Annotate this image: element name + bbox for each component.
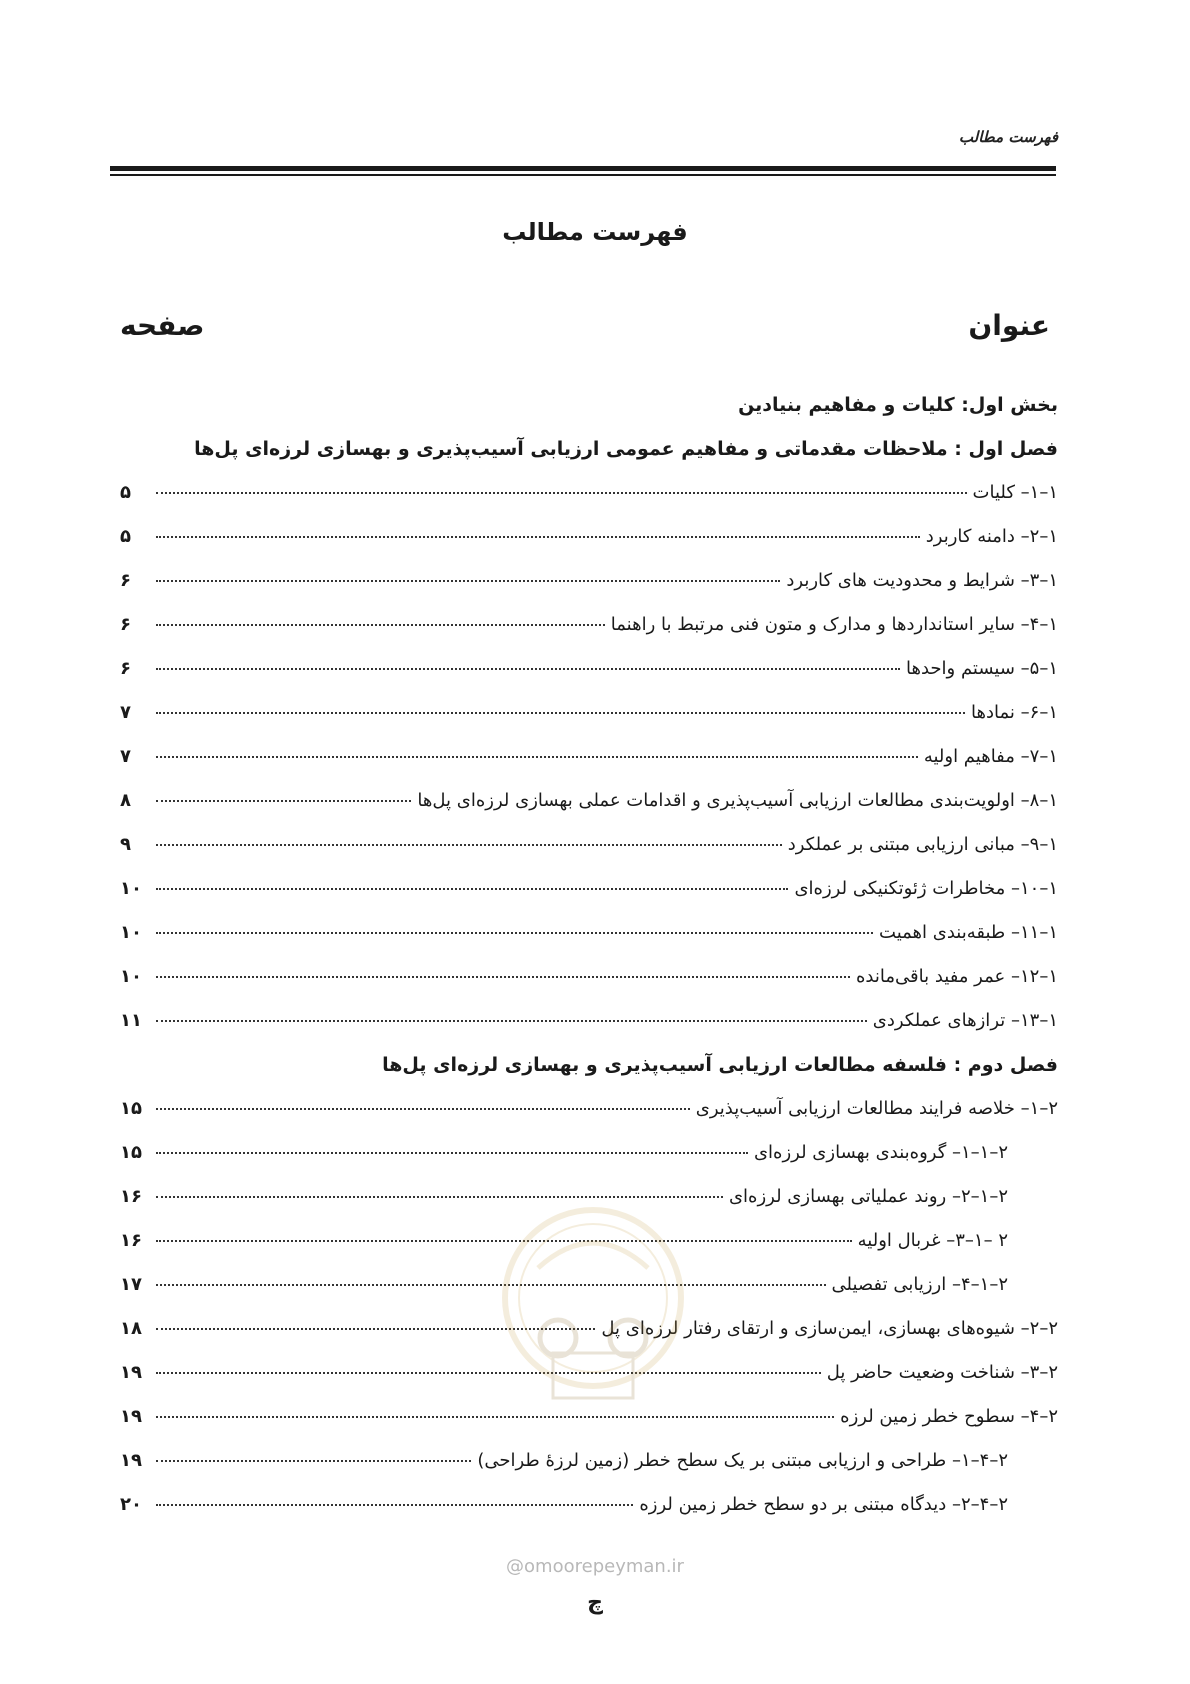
dot-leader: [156, 1020, 867, 1022]
dot-leader: [156, 756, 918, 758]
toc-entry-page-number: ۱۸: [120, 1318, 142, 1339]
dot-leader: [156, 1108, 690, 1110]
toc-entry-page-number: ۱۱: [120, 1010, 142, 1031]
toc-entry-page-number: ۲۰: [120, 1494, 142, 1515]
toc-entry-level-1: [120, 1318, 1058, 1362]
dot-leader: [156, 1416, 834, 1418]
dot-leader: [156, 1240, 852, 1242]
toc-entry-text: بخش اول: کلیات و مفاهیم بنیادین: [738, 394, 1058, 416]
toc-entry-level-1: [120, 1098, 1058, 1142]
toc-title: فهرست مطالب: [502, 218, 688, 246]
header-rule-thin: [110, 174, 1056, 176]
dot-leader: [156, 1504, 633, 1506]
toc-entry-text: ۲–۴– سطوح خطر زمین لرزه: [840, 1406, 1058, 1427]
toc-entry-page-number: ۶: [120, 570, 131, 591]
toc-entry-level-1: [120, 1406, 1058, 1450]
toc-entry-page-number: ۵: [120, 526, 131, 547]
toc-entry-page-number: ۱۹: [120, 1362, 142, 1383]
toc-entry-text: ۲–۱–۲– روند عملیاتی بهسازی لرزه‌ای: [728, 1186, 1008, 1207]
toc-entry-level-1: [120, 570, 1058, 614]
toc-entry-level-1: [120, 1010, 1058, 1054]
toc-entry-text: ۱–۱۱– طبقه‌بندی اهمیت: [879, 922, 1058, 943]
toc-entry-page-number: ۱۹: [120, 1406, 142, 1427]
toc-entry-part: [120, 394, 1058, 438]
dot-leader: [156, 1372, 821, 1374]
toc-entry-text: ۱–۵– سیستم واحدها: [905, 658, 1058, 679]
toc-entry-text: ۱–۶– نمادها: [971, 702, 1058, 723]
running-header: فهرست مطالب: [958, 128, 1058, 146]
toc-entry-level-2: [120, 1494, 1058, 1538]
toc-entry-page-number: ۶: [120, 614, 131, 635]
toc-entry-text: ۱–۱۰– مخاطرات ژئوتکنیکی لرزه‌ای: [794, 878, 1058, 899]
dot-leader: [156, 492, 967, 494]
dot-leader: [156, 580, 780, 582]
toc-entry-level-2: [120, 1142, 1058, 1186]
toc-entry-text: ۱–۴– سایر استانداردها و مدارک و متون فنی مرتبط با راهنما: [610, 614, 1058, 635]
toc-entry-page-number: ۹: [120, 834, 131, 855]
toc-entry-level-1: [120, 966, 1058, 1010]
toc-entry-text: ۱–۱۳– ترازهای عملکردی: [872, 1010, 1058, 1031]
dot-leader: [156, 888, 788, 890]
toc-entry-text: ۲–۱–۴– ارزیابی تفصیلی: [831, 1274, 1008, 1295]
toc-entry-page-number: ۱۶: [120, 1230, 142, 1251]
toc-entry-text: فصل اول : ملاحظات مقدماتی و مفاهیم عمومی ارزیابی آسیب‌پذیری و بهسازی لرزه‌ای پل‌ها: [194, 438, 1058, 460]
toc-list: [120, 394, 1058, 1538]
toc-entry-text: فصل دوم : فلسفه مطالعات ارزیابی آسیب‌پذیری و بهسازی لرزه‌ای پل‌ها: [382, 1054, 1058, 1076]
toc-entry-level-1: [120, 614, 1058, 658]
dot-leader: [156, 1196, 723, 1198]
toc-entry-text: ۲–۳– شناخت وضعیت حاضر پل: [826, 1362, 1058, 1383]
dot-leader: [156, 536, 920, 538]
toc-entry-level-1: [120, 1362, 1058, 1406]
toc-entry-text: ۲–۱– خلاصه فرایند مطالعات ارزیابی آسیب‌پذیری: [695, 1098, 1058, 1119]
toc-entry-level-1: [120, 834, 1058, 878]
dot-leader: [156, 1152, 748, 1154]
dot-leader: [156, 1460, 471, 1462]
toc-entry-text: ۲ –۱–۳– غربال اولیه: [857, 1230, 1008, 1251]
toc-entry-level-2: [120, 1230, 1058, 1274]
dot-leader: [156, 624, 605, 626]
toc-entry-text: ۲–۴–۲– دیدگاه مبتنی بر دو سطح خطر زمین لرزه: [639, 1494, 1008, 1515]
toc-entry-text: ۱–۹– مبانی ارزیابی مبتنی بر عملکرد: [787, 834, 1058, 855]
toc-entry-page-number: ۱۵: [120, 1098, 142, 1119]
toc-entry-text: ۱–۳– شرایط و محدودیت های کاربرد: [786, 570, 1058, 591]
toc-entry-page-number: ۱۷: [120, 1274, 142, 1295]
column-heading-title: عنوان: [968, 309, 1050, 342]
toc-entry-page-number: ۱۶: [120, 1186, 142, 1207]
toc-entry-chapter: [120, 438, 1058, 482]
dot-leader: [156, 1284, 826, 1286]
toc-entry-text: ۲–۲– شیوه‌های بهسازی، ایمن‌سازی و ارتقای رفتار لرزه‌ای پل: [601, 1318, 1058, 1339]
dot-leader: [156, 932, 873, 934]
dot-leader: [156, 800, 411, 802]
toc-entry-page-number: ۶: [120, 658, 131, 679]
toc-entry-page-number: ۱۰: [120, 922, 142, 943]
dot-leader: [156, 712, 965, 714]
watermark-url: @omoorepeyman.ir: [506, 1556, 684, 1577]
toc-entry-level-1: [120, 922, 1058, 966]
toc-entry-page-number: ۱۵: [120, 1142, 142, 1163]
toc-entry-text: ۲–۴–۱– طراحی و ارزیابی مبتنی بر یک سطح خطر (زمین لرزهٔ طراحی): [477, 1450, 1008, 1471]
toc-entry-text: ۱–۸– اولویت‌بندی مطالعات ارزیابی آسیب‌پذیری و اقدامات عملی بهسازی لرزه‌ای پل‌ها: [417, 790, 1058, 811]
dot-leader: [156, 844, 782, 846]
header-rule-thick: [110, 166, 1056, 171]
dot-leader: [156, 668, 900, 670]
toc-entry-level-1: [120, 878, 1058, 922]
toc-entry-level-1: [120, 658, 1058, 702]
toc-entry-text: ۱–۷– مفاهیم اولیه: [923, 746, 1058, 767]
toc-entry-level-2: [120, 1186, 1058, 1230]
toc-entry-page-number: ۱۰: [120, 878, 142, 899]
toc-entry-text: ۱–۱– کلیات: [972, 482, 1058, 503]
toc-entry-page-number: ۵: [120, 482, 131, 503]
toc-entry-page-number: ۱۰: [120, 966, 142, 987]
toc-entry-level-1: [120, 746, 1058, 790]
toc-entry-text: ۱–۱۲– عمر مفید باقی‌مانده: [855, 966, 1058, 987]
toc-entry-level-2: [120, 1274, 1058, 1318]
toc-entry-text: ۱–۲– دامنه کاربرد: [925, 526, 1058, 547]
toc-entry-level-1: [120, 702, 1058, 746]
dot-leader: [156, 976, 850, 978]
toc-entry-text: ۲–۱–۱– گروه‌بندی بهسازی لرزه‌ای: [753, 1142, 1008, 1163]
toc-entry-level-1: [120, 790, 1058, 834]
toc-entry-page-number: ۸: [120, 790, 131, 811]
page-number: چ: [587, 1590, 603, 1615]
toc-entry-page-number: ۷: [120, 746, 131, 767]
dot-leader: [156, 1328, 595, 1330]
toc-entry-chapter: [120, 1054, 1058, 1098]
toc-entry-page-number: ۷: [120, 702, 131, 723]
toc-entry-page-number: ۱۹: [120, 1450, 142, 1471]
toc-entry-level-2: [120, 1450, 1058, 1494]
toc-entry-level-1: [120, 482, 1058, 526]
toc-entry-level-1: [120, 526, 1058, 570]
column-heading-page: صفحه: [120, 309, 205, 342]
